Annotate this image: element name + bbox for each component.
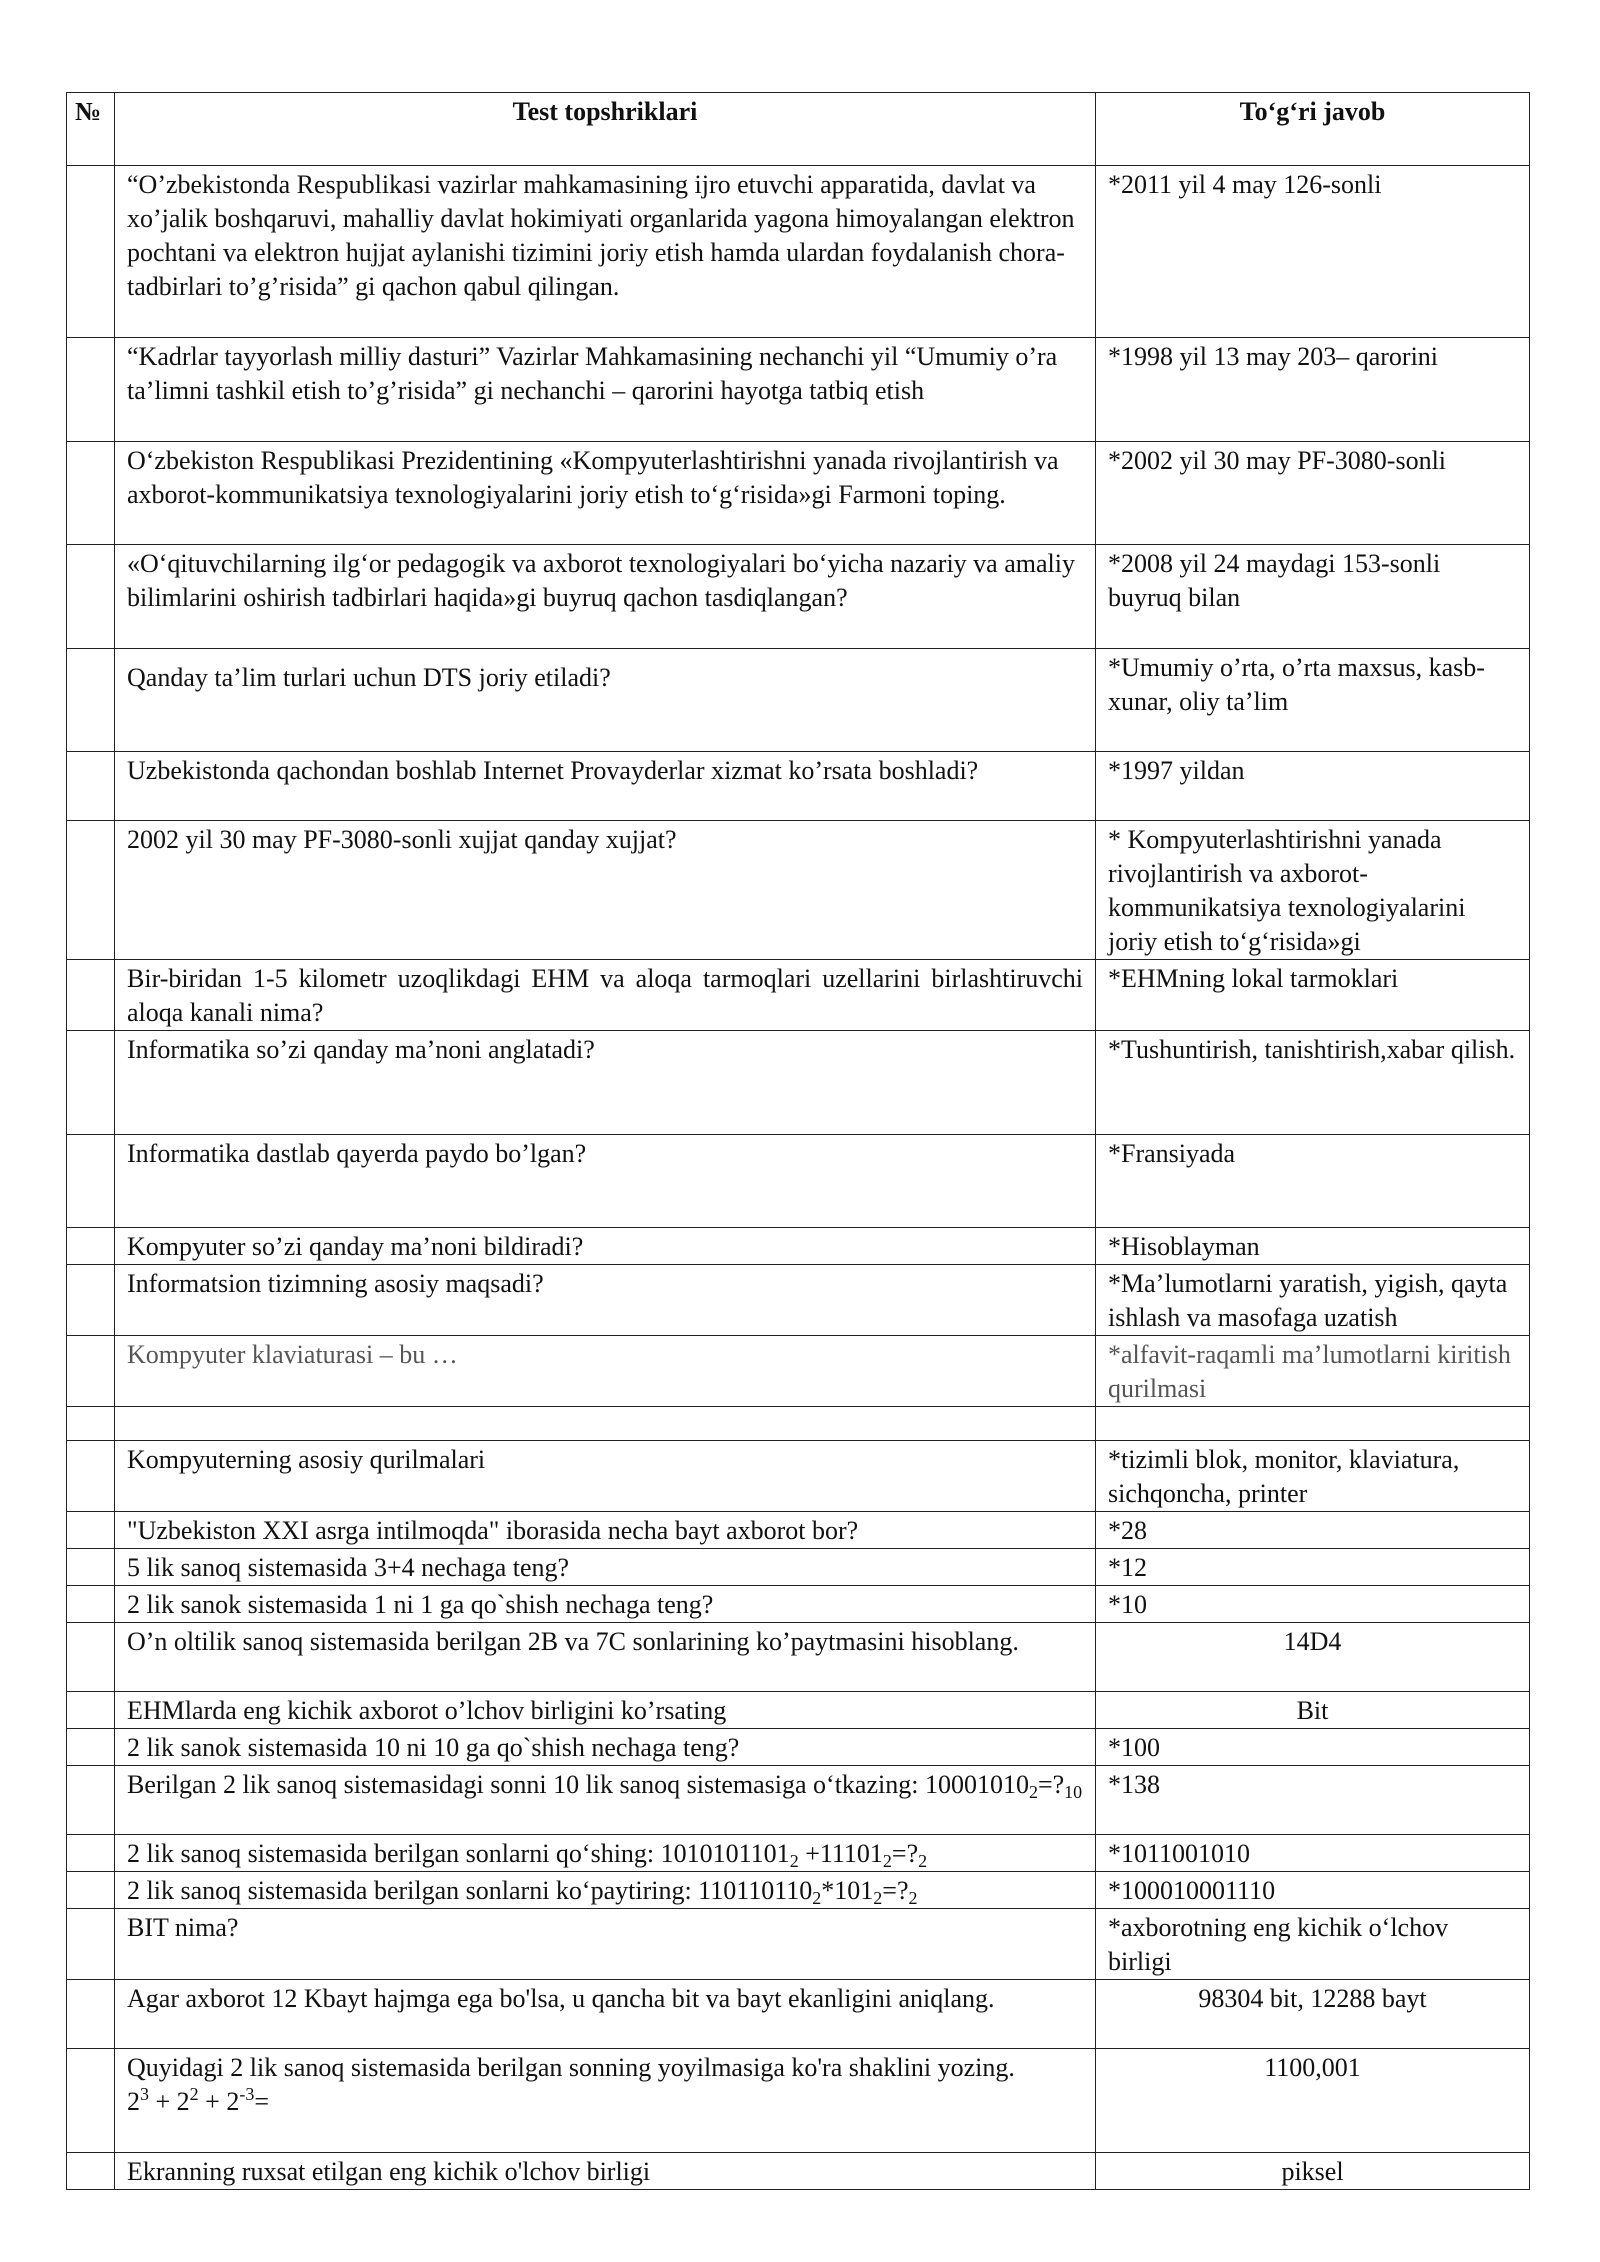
question-cell: 2 lik sanoq sistemasida berilgan sonlarni ko‘paytiring: $110110110_2*101_2=?_2$ bbox=[115, 1872, 1096, 1909]
answer-cell: * Kompyuterlashtirishni yanada rivojlantirish va axborot-kommunikatsiya texnologiyalarini joriy etish to‘g‘risida»gi bbox=[1096, 821, 1530, 960]
row-number bbox=[67, 1512, 115, 1549]
question-cell bbox=[115, 1407, 1096, 1441]
table-row bbox=[67, 1872, 1530, 1909]
question-cell: "Uzbekiston XXI asrga intilmoqda" iborasida necha bayt axborot bor? bbox=[115, 1512, 1096, 1549]
row-number bbox=[67, 1872, 115, 1909]
question-cell: 2 lik sanok sistemasida 1 ni 1 ga qo`shish nechaga teng? bbox=[115, 1586, 1096, 1623]
row-number bbox=[67, 752, 115, 821]
table-row bbox=[67, 1135, 1530, 1228]
test-table bbox=[66, 92, 1530, 2190]
answer-cell: *tizimli blok, monitor, klaviatura, sichqoncha, printer bbox=[1096, 1441, 1530, 1512]
row-number bbox=[67, 1729, 115, 1766]
table-row bbox=[67, 1692, 1530, 1729]
row-number bbox=[67, 2049, 115, 2153]
table-row bbox=[67, 338, 1530, 442]
question-cell: 2002 yil 30 may PF-3080-sonli xujjat qanday xujjat? bbox=[115, 821, 1096, 960]
question-cell: 2 lik sanok sistemasida 10 ni 10 ga qo`shish nechaga teng? bbox=[115, 1729, 1096, 1766]
table-row bbox=[67, 1586, 1530, 1623]
row-number bbox=[67, 1549, 115, 1586]
row-number bbox=[67, 1623, 115, 1692]
row-number bbox=[67, 1135, 115, 1228]
answer-cell: *2008 yil 24 maydagi 153-sonli buyruq bilan bbox=[1096, 545, 1530, 649]
answer-cell: *alfavit-raqamli ma’lumotlarni kiritish qurilmasi bbox=[1096, 1336, 1530, 1407]
question-cell: “O’zbekistonda Respublikasi vazirlar mahkamasining ijro etuvchi apparatida, davlat va xo’jalik boshqaruvi, mahalliy davlat hokimiyati organlarida yagona himoyalangan elektron pochtani va elektron hujjat aylanishi tizimini joriy etish hamda ulardan foydalanish chora-tadbirlari to’g’risida” gi qachon qabul qilingan. bbox=[115, 166, 1096, 338]
row-number bbox=[67, 821, 115, 960]
row-number bbox=[67, 1692, 115, 1729]
question-cell: “Kadrlar tayyorlash milliy dasturi” Vazirlar Mahkamasining nechanchi yil “Umumiy o’ra ta’limni tashkil etish to’g’risida” gi nechanchi – qarorini hayotga tatbiq etish bbox=[115, 338, 1096, 442]
row-number bbox=[67, 1407, 115, 1441]
row-number bbox=[67, 1031, 115, 1135]
answer-cell: *EHMning lokal tarmoklari bbox=[1096, 960, 1530, 1031]
row-number bbox=[67, 1909, 115, 1980]
power-formula: $2^3 + 2^2 + 2^{-3}=$ bbox=[127, 2084, 270, 2116]
table-row bbox=[67, 1835, 1530, 1872]
table-row-empty bbox=[67, 1407, 1530, 1441]
answer-cell: 1100,001 bbox=[1096, 2049, 1530, 2153]
header-answer: To‘g‘ri javob bbox=[1096, 93, 1530, 166]
answer-cell: *12 bbox=[1096, 1549, 1530, 1586]
table-row bbox=[67, 821, 1530, 960]
question-cell: «O‘qituvchilarning ilg‘or pedagogik va axborot texnologiyalari bo‘yicha nazariy va amaliy bilimlarini oshirish tadbirlari haqida»gi buyruq qachon tasdiqlangan? bbox=[115, 545, 1096, 649]
row-number bbox=[67, 1336, 115, 1407]
question-cell: Kompyuter klaviaturasi – bu … bbox=[115, 1336, 1096, 1407]
table-row bbox=[67, 442, 1530, 545]
table-row bbox=[67, 1228, 1530, 1265]
question-cell: Ekranning ruxsat etilgan eng kichik o'lchov birligi bbox=[115, 2153, 1096, 2190]
header-questions: Test topshriklari bbox=[115, 93, 1096, 166]
table-row bbox=[67, 752, 1530, 821]
question-cell: Informatsion tizimning asosiy maqsadi? bbox=[115, 1265, 1096, 1336]
answer-cell: *1997 yildan bbox=[1096, 752, 1530, 821]
question-cell: Quyidagi 2 lik sanoq sistemasida berilgan sonning yoyilmasiga ko'ra shaklini yozing. $2^3 + 2^2 + 2^{-3}=$ bbox=[115, 2049, 1096, 2153]
answer-cell: *Umumiy o’rta, o’rta maxsus, kasb-xunar, oliy ta’lim bbox=[1096, 649, 1530, 752]
table-row bbox=[67, 1623, 1530, 1692]
question-cell: BIT nima? bbox=[115, 1909, 1096, 1980]
question-cell: O‘zbekiston Respublikasi Prezidentining «Kompyuterlashtirishni yanada rivojlantirish va axborot-kommunikatsiya texnologiyalarini joriy etish to‘g‘risida»gi Farmoni toping. bbox=[115, 442, 1096, 545]
row-number bbox=[67, 1265, 115, 1336]
table-row bbox=[67, 1512, 1530, 1549]
question-cell: Informatika so’zi qanday ma’noni anglatadi? bbox=[115, 1031, 1096, 1135]
table-row bbox=[67, 1031, 1530, 1135]
answer-cell: *Tushuntirish, tanishtirish,xabar qilish. bbox=[1096, 1031, 1530, 1135]
table-row bbox=[67, 166, 1530, 338]
question-cell: Berilgan 2 lik sanoq sistemasidagi sonni 10 lik sanoq sistemasiga o‘tkazing: $10001010_2=?_{10}$ bbox=[115, 1766, 1096, 1835]
answer-cell: *2002 yil 30 may PF-3080-sonli bbox=[1096, 442, 1530, 545]
header-number: № bbox=[67, 93, 115, 166]
row-number bbox=[67, 960, 115, 1031]
answer-cell bbox=[1096, 1407, 1530, 1441]
question-cell: Bir-biridan 1-5 kilometr uzoqlikdagi EHM va aloqa tarmoqlari uzellarini birlashtiruvchi aloqa kanali nima? bbox=[115, 960, 1096, 1031]
table-row bbox=[67, 1909, 1530, 1980]
row-number bbox=[67, 166, 115, 338]
table-row bbox=[67, 2153, 1530, 2190]
question-cell: O’n oltilik sanoq sistemasida berilgan 2B va 7C sonlarining ko’paytmasini hisoblang. bbox=[115, 1623, 1096, 1692]
answer-cell: *1011001010 bbox=[1096, 1835, 1530, 1872]
row-number bbox=[67, 338, 115, 442]
table-row bbox=[67, 960, 1530, 1031]
question-cell: 2 lik sanoq sistemasida berilgan sonlarni qo‘shing: $1010101101_2$ $+11101_2=?_2$ bbox=[115, 1835, 1096, 1872]
row-number bbox=[67, 1586, 115, 1623]
answer-cell: *100 bbox=[1096, 1729, 1530, 1766]
answer-cell: *10 bbox=[1096, 1586, 1530, 1623]
table-row bbox=[67, 1441, 1530, 1512]
row-number bbox=[67, 1835, 115, 1872]
answer-cell: 14D4 bbox=[1096, 1623, 1530, 1692]
question-cell: Agar axborot 12 Kbayt hajmga ega bo'lsa, u qancha bit va bayt ekanligini aniqlang. bbox=[115, 1980, 1096, 2049]
table-row bbox=[67, 1549, 1530, 1586]
table-row bbox=[67, 545, 1530, 649]
question-cell: 5 lik sanoq sistemasida 3+4 nechaga teng? bbox=[115, 1549, 1096, 1586]
row-number bbox=[67, 1441, 115, 1512]
table-row bbox=[67, 649, 1530, 752]
answer-cell: *Ma’lumotlarni yaratish, yigish, qayta ishlash va masofaga uzatish bbox=[1096, 1265, 1530, 1336]
table-row bbox=[67, 1980, 1530, 2049]
question-cell: Informatika dastlab qayerda paydo bo’lgan? bbox=[115, 1135, 1096, 1228]
question-cell: EHMlarda eng kichik axborot o’lchov birligini ko’rsating bbox=[115, 1692, 1096, 1729]
answer-cell: *2011 yil 4 may 126-sonli bbox=[1096, 166, 1530, 338]
answer-cell: *Hisoblayman bbox=[1096, 1228, 1530, 1265]
table-row bbox=[67, 1336, 1530, 1407]
row-number bbox=[67, 1766, 115, 1835]
answer-cell: Bit bbox=[1096, 1692, 1530, 1729]
row-number bbox=[67, 545, 115, 649]
answer-cell: 98304 bit, 12288 bayt bbox=[1096, 1980, 1530, 2049]
answer-cell: *138 bbox=[1096, 1766, 1530, 1835]
answer-cell: *1998 yil 13 may 203– qarorini bbox=[1096, 338, 1530, 442]
row-number bbox=[67, 1228, 115, 1265]
answer-cell: *Fransiyada bbox=[1096, 1135, 1530, 1228]
question-cell: Qanday ta’lim turlari uchun DTS joriy etiladi? bbox=[115, 649, 1096, 752]
question-cell: Uzbekistonda qachondan boshlab Internet Provayderlar xizmat ko’rsata boshladi? bbox=[115, 752, 1096, 821]
question-cell: Kompyuterning asosiy qurilmalari bbox=[115, 1441, 1096, 1512]
answer-cell: *28 bbox=[1096, 1512, 1530, 1549]
table-row bbox=[67, 1729, 1530, 1766]
answer-cell: *axborotning eng kichik o‘lchov birligi bbox=[1096, 1909, 1530, 1980]
table-row bbox=[67, 1766, 1530, 1835]
header-row bbox=[67, 93, 1530, 166]
table-row bbox=[67, 1265, 1530, 1336]
table-row bbox=[67, 2049, 1530, 2153]
question-cell: Kompyuter so’zi qanday ma’noni bildiradi? bbox=[115, 1228, 1096, 1265]
row-number bbox=[67, 442, 115, 545]
row-number bbox=[67, 2153, 115, 2190]
answer-cell: *100010001110 bbox=[1096, 1872, 1530, 1909]
answer-cell: piksel bbox=[1096, 2153, 1530, 2190]
row-number bbox=[67, 649, 115, 752]
row-number bbox=[67, 1980, 115, 2049]
